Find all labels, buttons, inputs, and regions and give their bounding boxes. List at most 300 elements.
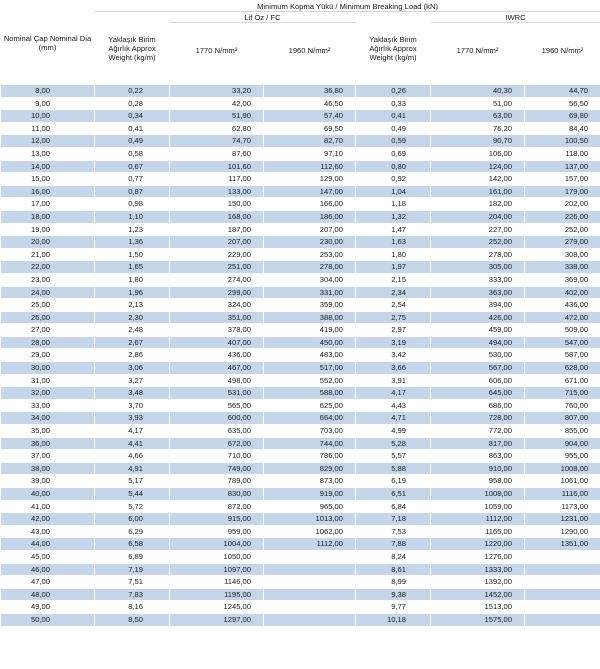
fc-1770-cell: 168,00 <box>170 210 264 223</box>
iwrc-1960-cell: 436,00 <box>525 299 600 312</box>
fc-1770-cell: 1195,00 <box>170 588 264 601</box>
iwrc-1960-cell: 1116,00 <box>525 488 600 501</box>
diameter-cell: 14,00 <box>1 160 95 173</box>
table-row <box>1 601 600 614</box>
iwrc-1770-cell: 305,00 <box>431 261 525 274</box>
fc-1960-cell: 625,00 <box>264 399 356 412</box>
iwrc-1960-cell: 671,00 <box>525 374 600 387</box>
weight-fc-cell: 3,06 <box>95 362 170 375</box>
weight-iwrc-cell: 1,18 <box>356 198 431 211</box>
weight-iwrc-cell: 1,04 <box>356 185 431 198</box>
diameter-cell: 21,00 <box>1 248 95 261</box>
iwrc-1960-cell <box>525 563 600 576</box>
table-row <box>1 185 600 198</box>
table-row <box>1 488 600 501</box>
fc-1770-cell: 531,00 <box>170 387 264 400</box>
fc-1770-cell: 672,00 <box>170 437 264 450</box>
iwrc-1960-cell: 369,00 <box>525 273 600 286</box>
iwrc-1960-cell: 226,00 <box>525 210 600 223</box>
table-row <box>1 563 600 576</box>
fc-1960-cell: 919,00 <box>264 488 356 501</box>
diameter-cell: 39,00 <box>1 475 95 488</box>
weight-fc-cell: 0,22 <box>95 85 170 98</box>
iwrc-1770-cell: 530,00 <box>431 349 525 362</box>
fc-1770-cell: 207,00 <box>170 236 264 249</box>
weight-iwrc-cell: 0,33 <box>356 97 431 110</box>
table-row <box>1 311 600 324</box>
iwrc-1770-cell: 51,00 <box>431 97 525 110</box>
fc-1960-cell: 419,00 <box>264 324 356 337</box>
iwrc-1960-cell: 179,00 <box>525 185 600 198</box>
diameter-cell: 19,00 <box>1 223 95 236</box>
diameter-cell: 42,00 <box>1 513 95 526</box>
diameter-cell: 13,00 <box>1 147 95 160</box>
table-row <box>1 525 600 538</box>
weight-fc-cell: 3,27 <box>95 374 170 387</box>
diameter-cell: 31,00 <box>1 374 95 387</box>
fc-1770-cell: 1004,00 <box>170 538 264 551</box>
weight-iwrc-cell: 9,38 <box>356 588 431 601</box>
table-row <box>1 550 600 563</box>
fc-1770-cell: 959,00 <box>170 525 264 538</box>
fc-1960-cell: 230,00 <box>264 236 356 249</box>
iwrc-1960-cell: 1173,00 <box>525 500 600 513</box>
iwrc-1770-cell: 1513,00 <box>431 601 525 614</box>
weight-fc-cell: 0,87 <box>95 185 170 198</box>
table-body <box>1 85 600 627</box>
fc-1960-cell: 82,70 <box>264 135 356 148</box>
iwrc-1770-cell: 817,00 <box>431 437 525 450</box>
iwrc-1770-cell: 606,00 <box>431 374 525 387</box>
fc-1960-cell: 873,00 <box>264 475 356 488</box>
weight-fc-cell: 0,77 <box>95 173 170 186</box>
weight-fc-cell: 0,34 <box>95 110 170 123</box>
weight-fc-cell: 2,30 <box>95 311 170 324</box>
fc-1960-cell: 744,00 <box>264 437 356 450</box>
fc-1770-cell: 1245,00 <box>170 601 264 614</box>
iwrc-1960-cell: 279,00 <box>525 236 600 249</box>
diameter-cell: 16,00 <box>1 185 95 198</box>
weight-fc-cell: 6,89 <box>95 550 170 563</box>
weight-fc-cell: 3,93 <box>95 412 170 425</box>
diameter-cell: 49,00 <box>1 601 95 614</box>
fc-1770-cell: 251,00 <box>170 261 264 274</box>
iwrc-1960-cell: 855,00 <box>525 425 600 438</box>
table-row <box>1 462 600 475</box>
table-row <box>1 110 600 123</box>
fc-1960-cell <box>264 576 356 589</box>
iwrc-1770-header: 1770 N/mm² <box>431 23 525 78</box>
weight-fc-cell: 2,13 <box>95 299 170 312</box>
table-row <box>1 286 600 299</box>
iwrc-1770-cell: 333,00 <box>431 273 525 286</box>
fc-1960-cell: 331,00 <box>264 286 356 299</box>
weight-fc-cell: 1,96 <box>95 286 170 299</box>
fc-1960-cell: 1112,00 <box>264 538 356 551</box>
diameter-cell: 38,00 <box>1 462 95 475</box>
table-row <box>1 160 600 173</box>
iwrc-1770-cell: 204,00 <box>431 210 525 223</box>
iwrc-1960-cell: 760,00 <box>525 399 600 412</box>
weight-iwrc-cell: 2,54 <box>356 299 431 312</box>
iwrc-1770-cell: 252,00 <box>431 236 525 249</box>
diameter-cell: 36,00 <box>1 437 95 450</box>
iwrc-1960-cell: 1290,00 <box>525 525 600 538</box>
fc-1770-cell: 830,00 <box>170 488 264 501</box>
weight-fc-cell: 4,41 <box>95 437 170 450</box>
weight-fc-cell: 0,58 <box>95 147 170 160</box>
weight-fc-cell: 1,50 <box>95 248 170 261</box>
table-row <box>1 299 600 312</box>
iwrc-1770-cell: 227,00 <box>431 223 525 236</box>
diameter-cell: 20,00 <box>1 236 95 249</box>
weight-fc-cell: 6,29 <box>95 525 170 538</box>
table-row <box>1 273 600 286</box>
iwrc-1960-cell: 402,00 <box>525 286 600 299</box>
diameter-cell: 44,00 <box>1 538 95 551</box>
weight-iwrc-cell: 6,19 <box>356 475 431 488</box>
weight-iwrc-cell: 1,80 <box>356 248 431 261</box>
fc-1770-cell: 274,00 <box>170 273 264 286</box>
weight-iwrc-cell: 2,15 <box>356 273 431 286</box>
fc-1960-cell: 57,40 <box>264 110 356 123</box>
fc-1960-cell: 552,00 <box>264 374 356 387</box>
fc-1770-cell: 187,00 <box>170 223 264 236</box>
fc-1960-cell: 112,60 <box>264 160 356 173</box>
fc-1960-cell: 359,00 <box>264 299 356 312</box>
weight-fc-cell: 0,28 <box>95 97 170 110</box>
weight-iwrc-cell: 4,71 <box>356 412 431 425</box>
fc-1960-cell: 483,00 <box>264 349 356 362</box>
fc-1770-cell: 133,00 <box>170 185 264 198</box>
fc-1770-cell: 117,00 <box>170 173 264 186</box>
table-row <box>1 349 600 362</box>
table-row <box>1 500 600 513</box>
weight-fc-cell: 6,00 <box>95 513 170 526</box>
diameter-header: Nominal Çap Nominal Dia (mm) <box>1 1 95 85</box>
diameter-cell: 23,00 <box>1 273 95 286</box>
diameter-cell: 48,00 <box>1 588 95 601</box>
weight-fc-cell: 5,72 <box>95 500 170 513</box>
fc-1770-cell: 150,00 <box>170 198 264 211</box>
iwrc-1770-cell: 142,00 <box>431 173 525 186</box>
iwrc-1960-cell: 338,00 <box>525 261 600 274</box>
fc-1960-cell: 166,00 <box>264 198 356 211</box>
weight-fc-cell: 1,36 <box>95 236 170 249</box>
fc-1960-cell: 36,80 <box>264 85 356 98</box>
fc-1960-cell: 450,00 <box>264 336 356 349</box>
iwrc-1770-cell: 426,00 <box>431 311 525 324</box>
iwrc-1770-cell: 161,00 <box>431 185 525 198</box>
diameter-cell: 8,00 <box>1 85 95 98</box>
iwrc-1770-cell: 494,00 <box>431 336 525 349</box>
diameter-cell: 37,00 <box>1 450 95 463</box>
iwrc-1770-cell: 772,00 <box>431 425 525 438</box>
table-row <box>1 147 600 160</box>
weight-fc-cell: 3,70 <box>95 399 170 412</box>
fc-1960-header: 1960 N/mm² <box>264 23 356 78</box>
weight-fc-cell: 2,67 <box>95 336 170 349</box>
iwrc-1960-cell: 587,00 <box>525 349 600 362</box>
weight-iwrc-cell: 8,61 <box>356 563 431 576</box>
weight-iwrc-cell: 2,97 <box>356 324 431 337</box>
fc-1960-cell: 829,00 <box>264 462 356 475</box>
iwrc-1770-cell: 1165,00 <box>431 525 525 538</box>
weight-fc-cell: 7,51 <box>95 576 170 589</box>
iwrc-1770-cell: 182,00 <box>431 198 525 211</box>
weight-iwrc-cell: 4,17 <box>356 387 431 400</box>
iwrc-1770-cell: 278,00 <box>431 248 525 261</box>
fc-1770-cell: 710,00 <box>170 450 264 463</box>
fc-1770-cell: 101,60 <box>170 160 264 173</box>
weight-iwrc-cell: 0,80 <box>356 160 431 173</box>
table-row <box>1 362 600 375</box>
iwrc-1770-cell: 1059,00 <box>431 500 525 513</box>
iwrc-1960-cell: 904,00 <box>525 437 600 450</box>
weight-iwrc-header: Yaklaşık Birim Ağırlık Approx Weight (kg/m) <box>356 12 431 85</box>
weight-fc-cell: 4,66 <box>95 450 170 463</box>
iwrc-1770-cell: 90,70 <box>431 135 525 148</box>
weight-fc-cell: 5,44 <box>95 488 170 501</box>
table-row <box>1 236 600 249</box>
diameter-cell: 47,00 <box>1 576 95 589</box>
iwrc-1960-cell: 628,00 <box>525 362 600 375</box>
weight-fc-cell: 0,67 <box>95 160 170 173</box>
iwrc-1960-cell: 715,00 <box>525 387 600 400</box>
table-row <box>1 613 600 626</box>
iwrc-1960-cell: 1008,00 <box>525 462 600 475</box>
weight-iwrc-cell: 4,99 <box>356 425 431 438</box>
table-row <box>1 122 600 135</box>
weight-fc-cell: 0,98 <box>95 198 170 211</box>
table-row <box>1 538 600 551</box>
fc-1960-cell <box>264 550 356 563</box>
weight-iwrc-cell: 7,53 <box>356 525 431 538</box>
fc-1960-cell: 69,50 <box>264 122 356 135</box>
fc-1770-cell: 299,00 <box>170 286 264 299</box>
iwrc-1960-cell: 137,00 <box>525 160 600 173</box>
fc-1770-cell: 467,00 <box>170 362 264 375</box>
fc-1960-cell: 129,00 <box>264 173 356 186</box>
diameter-cell: 46,00 <box>1 563 95 576</box>
iwrc-1960-cell <box>525 576 600 589</box>
weight-iwrc-cell: 7,88 <box>356 538 431 551</box>
iwrc-1770-cell: 567,00 <box>431 362 525 375</box>
weight-fc-cell: 7,83 <box>95 588 170 601</box>
weight-iwrc-cell: 0,92 <box>356 173 431 186</box>
diameter-cell: 28,00 <box>1 336 95 349</box>
fc-1770-cell: 565,00 <box>170 399 264 412</box>
weight-fc-cell: 1,65 <box>95 261 170 274</box>
weight-iwrc-cell: 8,24 <box>356 550 431 563</box>
diameter-cell: 10,00 <box>1 110 95 123</box>
fc-group-header: Lif Öz / FC <box>170 12 356 23</box>
iwrc-1770-cell: 863,00 <box>431 450 525 463</box>
iwrc-1960-cell: 44,70 <box>525 85 600 98</box>
weight-iwrc-cell: 0,69 <box>356 147 431 160</box>
fc-1770-cell: 872,00 <box>170 500 264 513</box>
fc-1770-cell: 351,00 <box>170 311 264 324</box>
weight-fc-cell: 0,49 <box>95 135 170 148</box>
fc-1770-cell: 51,90 <box>170 110 264 123</box>
weight-iwrc-cell: 4,43 <box>356 399 431 412</box>
fc-1960-cell: 786,00 <box>264 450 356 463</box>
weight-iwrc-cell: 1,47 <box>356 223 431 236</box>
diameter-cell: 17,00 <box>1 198 95 211</box>
iwrc-1770-cell: 40,30 <box>431 85 525 98</box>
table-row <box>1 588 600 601</box>
iwrc-1770-cell: 1276,00 <box>431 550 525 563</box>
iwrc-1770-cell: 728,00 <box>431 412 525 425</box>
table-row <box>1 412 600 425</box>
weight-iwrc-cell: 8,99 <box>356 576 431 589</box>
fc-1960-cell: 97,10 <box>264 147 356 160</box>
fc-1960-cell: 186,00 <box>264 210 356 223</box>
diameter-cell: 34,00 <box>1 412 95 425</box>
fc-1770-cell: 62,80 <box>170 122 264 135</box>
weight-iwrc-cell: 1,63 <box>356 236 431 249</box>
iwrc-1770-cell: 958,00 <box>431 475 525 488</box>
weight-fc-cell: 8,50 <box>95 613 170 626</box>
fc-1770-cell: 324,00 <box>170 299 264 312</box>
table-row <box>1 173 600 186</box>
table-row <box>1 513 600 526</box>
weight-fc-cell: 4,91 <box>95 462 170 475</box>
diameter-cell: 30,00 <box>1 362 95 375</box>
weight-fc-cell: 4,17 <box>95 425 170 438</box>
fc-1960-cell: 46,50 <box>264 97 356 110</box>
weight-iwrc-cell: 7,18 <box>356 513 431 526</box>
iwrc-1960-cell: 202,00 <box>525 198 600 211</box>
breaking-load-title: Minimum Kopma Yükü / Minimum Breaking Load (kN) <box>95 1 600 12</box>
iwrc-1770-cell: 1008,00 <box>431 488 525 501</box>
table-row <box>1 399 600 412</box>
fc-1770-cell: 1050,00 <box>170 550 264 563</box>
diameter-cell: 41,00 <box>1 500 95 513</box>
fc-1770-cell: 87,60 <box>170 147 264 160</box>
weight-fc-cell: 5,17 <box>95 475 170 488</box>
table-row <box>1 425 600 438</box>
table-row <box>1 324 600 337</box>
diameter-cell: 32,00 <box>1 387 95 400</box>
iwrc-1770-cell: 1452,00 <box>431 588 525 601</box>
fc-1770-cell: 789,00 <box>170 475 264 488</box>
weight-iwrc-cell: 2,75 <box>356 311 431 324</box>
weight-fc-cell: 8,16 <box>95 601 170 614</box>
diameter-cell: 45,00 <box>1 550 95 563</box>
fc-1770-cell: 378,00 <box>170 324 264 337</box>
weight-iwrc-cell: 10,18 <box>356 613 431 626</box>
diameter-cell: 43,00 <box>1 525 95 538</box>
iwrc-1960-cell: 1061,00 <box>525 475 600 488</box>
fc-1770-cell: 436,00 <box>170 349 264 362</box>
diameter-cell: 15,00 <box>1 173 95 186</box>
iwrc-1770-cell: 910,00 <box>431 462 525 475</box>
iwrc-1960-cell: 118,00 <box>525 147 600 160</box>
iwrc-group-header: IWRC <box>431 12 600 23</box>
weight-fc-cell: 1,23 <box>95 223 170 236</box>
iwrc-1770-cell: 106,00 <box>431 147 525 160</box>
weight-fc-cell: 6,58 <box>95 538 170 551</box>
weight-fc-cell: 1,80 <box>95 273 170 286</box>
diameter-cell: 24,00 <box>1 286 95 299</box>
weight-iwrc-cell: 6,51 <box>356 488 431 501</box>
table-row <box>1 475 600 488</box>
iwrc-1770-cell: 645,00 <box>431 387 525 400</box>
iwrc-1960-cell: 56,50 <box>525 97 600 110</box>
iwrc-1960-cell: 84,40 <box>525 122 600 135</box>
fc-1770-cell: 635,00 <box>170 425 264 438</box>
diameter-cell: 33,00 <box>1 399 95 412</box>
fc-1960-cell: 965,00 <box>264 500 356 513</box>
diameter-cell: 22,00 <box>1 261 95 274</box>
fc-1770-cell: 498,00 <box>170 374 264 387</box>
fc-1960-cell <box>264 588 356 601</box>
iwrc-1960-cell <box>525 613 600 626</box>
fc-1770-header: 1770 N/mm² <box>170 23 264 78</box>
iwrc-1960-cell: 252,00 <box>525 223 600 236</box>
iwrc-1960-cell: 547,00 <box>525 336 600 349</box>
fc-1960-cell <box>264 613 356 626</box>
iwrc-1770-cell: 1392,00 <box>431 576 525 589</box>
fc-1960-cell <box>264 563 356 576</box>
weight-fc-cell: 1,10 <box>95 210 170 223</box>
table-row <box>1 336 600 349</box>
diameter-cell: 27,00 <box>1 324 95 337</box>
fc-1770-cell: 915,00 <box>170 513 264 526</box>
weight-iwrc-cell: 3,19 <box>356 336 431 349</box>
iwrc-1770-cell: 63,00 <box>431 110 525 123</box>
fc-1770-cell: 229,00 <box>170 248 264 261</box>
iwrc-1960-cell: 157,00 <box>525 173 600 186</box>
weight-iwrc-cell: 3,66 <box>356 362 431 375</box>
table-row <box>1 374 600 387</box>
fc-1770-cell: 749,00 <box>170 462 264 475</box>
table-row <box>1 97 600 110</box>
fc-1770-cell: 407,00 <box>170 336 264 349</box>
fc-1960-cell <box>264 601 356 614</box>
iwrc-1770-cell: 1333,00 <box>431 563 525 576</box>
table-row <box>1 210 600 223</box>
weight-iwrc-cell: 1,97 <box>356 261 431 274</box>
weight-fc-cell: 7,19 <box>95 563 170 576</box>
weight-fc-header: Yaklaşık Birim Ağırlık Approx Weight (kg/m) <box>95 12 170 85</box>
fc-1770-cell: 74,70 <box>170 135 264 148</box>
table-row <box>1 248 600 261</box>
fc-1960-cell: 388,00 <box>264 311 356 324</box>
table-row <box>1 223 600 236</box>
iwrc-1960-cell <box>525 550 600 563</box>
weight-iwrc-cell: 5,88 <box>356 462 431 475</box>
iwrc-1770-cell: 394,00 <box>431 299 525 312</box>
table-row <box>1 135 600 148</box>
fc-1960-cell: 517,00 <box>264 362 356 375</box>
diameter-cell: 40,00 <box>1 488 95 501</box>
fc-1770-cell: 33,20 <box>170 85 264 98</box>
weight-iwrc-cell: 3,91 <box>356 374 431 387</box>
iwrc-1960-cell <box>525 601 600 614</box>
iwrc-1770-cell: 124,00 <box>431 160 525 173</box>
weight-fc-cell: 2,48 <box>95 324 170 337</box>
table-row <box>1 261 600 274</box>
iwrc-1770-cell: 1112,00 <box>431 513 525 526</box>
weight-iwrc-cell: 0,26 <box>356 85 431 98</box>
diameter-cell: 50,00 <box>1 613 95 626</box>
weight-iwrc-cell: 3,42 <box>356 349 431 362</box>
iwrc-1960-header: 1960 N/mm² <box>525 23 600 78</box>
table-row <box>1 85 600 98</box>
fc-1960-cell: 278,00 <box>264 261 356 274</box>
